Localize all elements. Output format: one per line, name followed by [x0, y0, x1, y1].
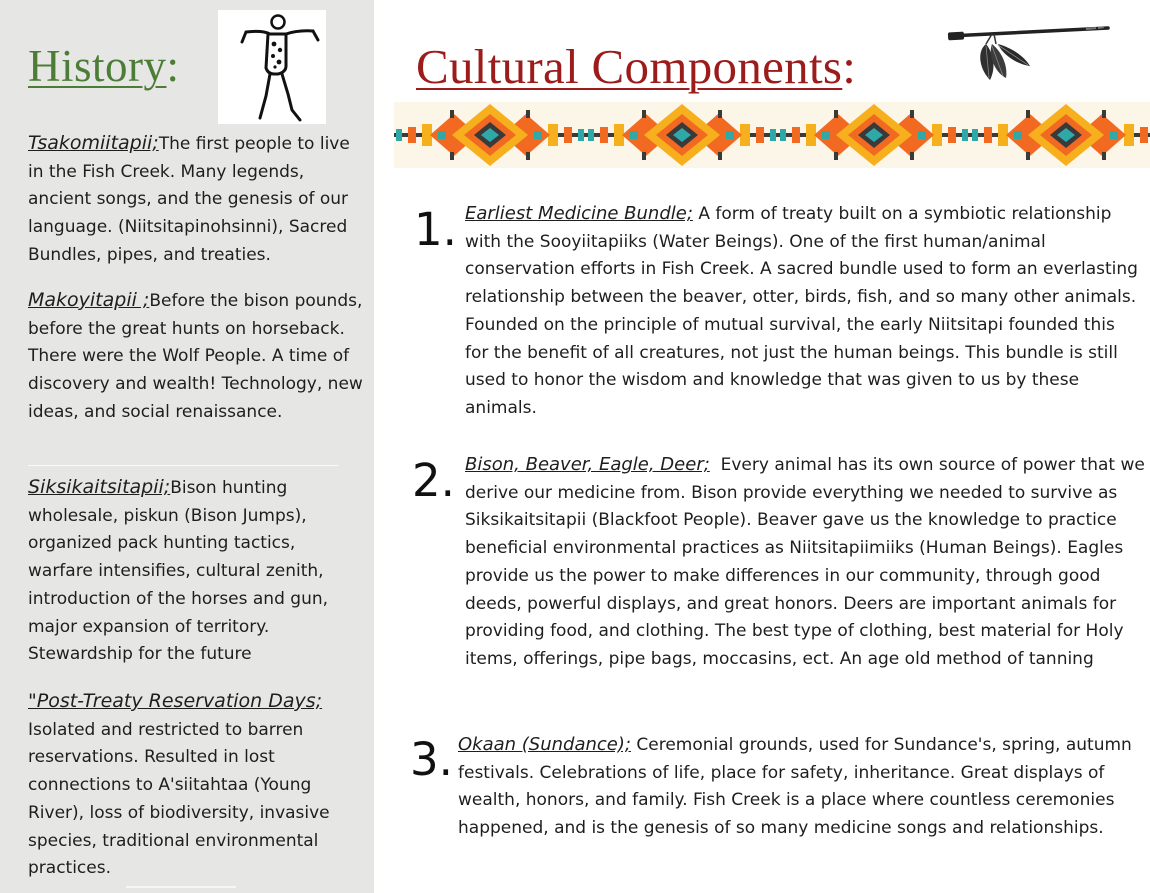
item-term: Okaan (Sundance);: [458, 734, 631, 755]
tribal-diamond-pattern: [394, 102, 1150, 168]
history-title: History:: [28, 41, 180, 91]
item-text: A form of treaty built on a symbiotic relationship with the Sooyiitapiiks (Water Beings). One of the first human/animal conservation efforts in Fish Creek. A sacred bundle used to form an everlasting relationship between the beaver, otter, birds, fish, and so many other animals. Founded on the principle of mutual survival, the early Niitsitapi founded this for the benefit of all creatures, not just the human beings. This bundle is still used to honor the wisdom and knowledge that was given to us by these animals.: [465, 204, 1138, 418]
petroglyph-figure-icon: [218, 10, 326, 124]
cultural-item-okaan: [458, 731, 1138, 843]
item-term: Earliest Medicine Bundle;: [465, 203, 693, 224]
history-section-tsakomiitapii: [28, 130, 364, 270]
history-text: The first people to live in the Fish Creek. Many legends, ancient songs, and the genesis of our language. (Niitsitapinohsinni), Sacred Bundles, pipes, and treaties.: [28, 134, 350, 265]
history-panel: [0, 0, 374, 893]
item-number: 3.: [410, 733, 453, 786]
history-section-siksikaitsitapii: [28, 474, 364, 669]
item-term: Bison, Beaver, Eagle, Deer;: [465, 454, 710, 475]
feathered-pipe-icon: [946, 22, 1116, 88]
bottom-strip: [126, 886, 236, 888]
history-text: Before the bison pounds, before the great hunts on horseback. There were the Wolf People. A time of discovery and wealth! Technology, new ideas, and social renaissance.: [28, 291, 363, 422]
history-term: "Post-Treaty Reservation Days;: [28, 690, 323, 712]
history-term: Makoyitapii ;: [28, 289, 150, 311]
cultural-item-animals: [465, 451, 1145, 674]
cultural-components-title: Cultural Components:: [416, 39, 857, 94]
cultural-item-medicine-bundle: [465, 200, 1141, 423]
item-number: 2.: [412, 454, 455, 507]
history-text: Isolated and restricted to barren reservations. Resulted in lost connections to A'siitahtaa (Young River), loss of biodiversity, invasive species, traditional environmental practices.: [28, 719, 330, 879]
history-text: Bison hunting wholesale, piskun (Bison Jumps), organized pack hunting tactics, warfare intensifies, cultural zenith, introduction of the horses and gun, major expansion of territory. Stewardship for the future: [28, 478, 329, 665]
history-section-post-treaty: [28, 688, 364, 883]
history-term: Tsakomiitapii;: [28, 132, 159, 154]
section-divider: [28, 465, 338, 466]
item-number: 1.: [414, 203, 457, 256]
item-text: Every animal has its own source of power that we derive our medicine from. Bison provide everything we needed to survive as Siksikaitsitapii (Blackfoot People). Beaver gave us the knowledge to practice beneficial environmental practices as Niitsitapiimiiks (Human Beings). Eagles provide us the power to make differences in our community, through good deeds, powerful displays, and great honors. Deers are important animals for providing food, and clothing. The best type of clothing, best material for Holy items, offerings, pipe bags, moccasins, ect. An age old method of tanning: [465, 455, 1145, 669]
history-term: Siksikaitsitapii;: [28, 476, 171, 498]
item-text: Ceremonial grounds, used for Sundance's, spring, autumn festivals. Celebrations of life, place for safety, inheritance. Great displays of wealth, honors, and family. Fish Creek is a place where countless ceremonies happened, and is the genesis of so many medicine songs and relationships.: [458, 735, 1132, 839]
history-section-makoyitapii: [28, 287, 364, 427]
